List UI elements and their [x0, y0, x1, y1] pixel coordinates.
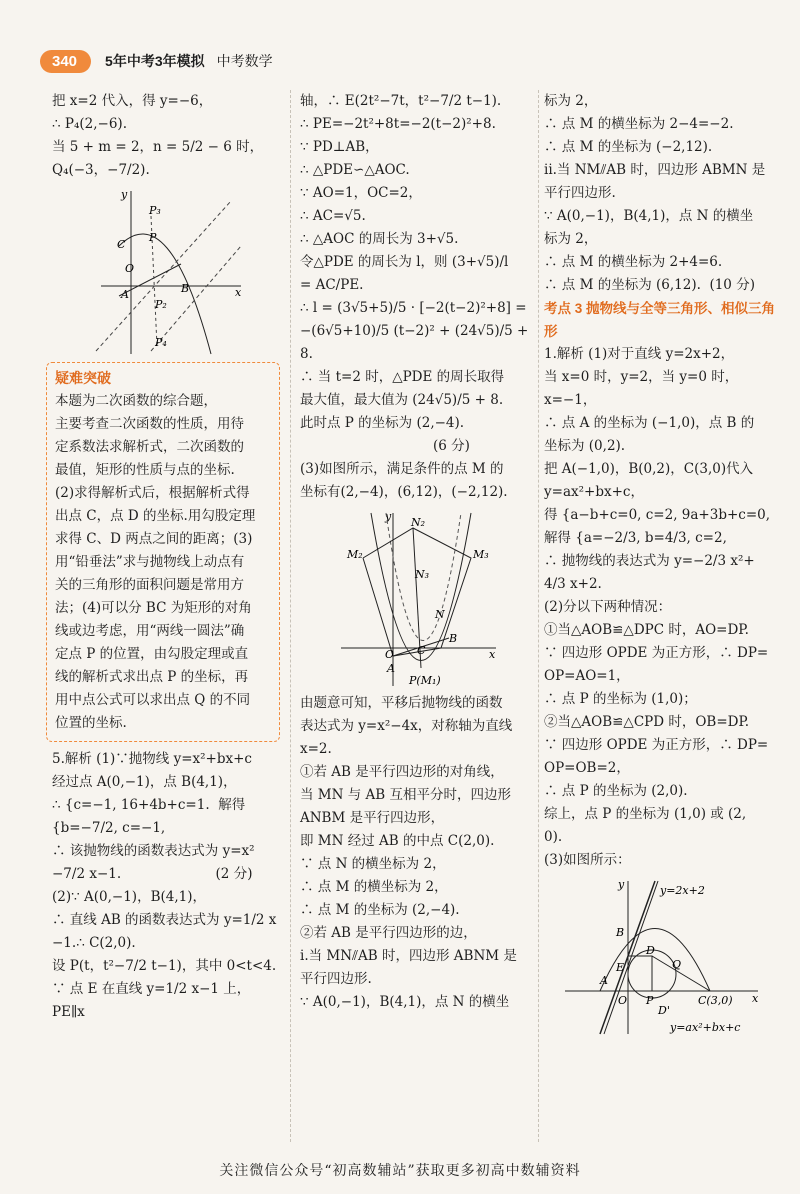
- text-line: ∴ 直线 AB 的函数表达式为 y=1/2 x: [52, 912, 277, 928]
- text-line: 表达式为 y=x²−4x，对称轴为直线: [300, 718, 513, 734]
- text-line: 定系数法求解析式，二次函数的: [55, 439, 244, 455]
- text-line: ∴ 点 P 的坐标为 (1,0)；: [544, 691, 697, 707]
- svg-text:C: C: [117, 238, 126, 251]
- svg-text:N₂: N₂: [411, 516, 426, 529]
- text-line: ∴ l = (3√5+5)/5 · [−2(t−2)²+8] =: [300, 300, 527, 316]
- svg-text:y: y: [385, 510, 392, 523]
- svg-text:N: N: [435, 608, 445, 621]
- text-line: OP=OB=2，: [544, 760, 630, 776]
- svg-text:O: O: [618, 994, 628, 1007]
- text-line: 综上，点 P 的坐标为 (1,0) 或 (2,: [544, 806, 747, 822]
- text-line: (6 分): [300, 438, 470, 454]
- text-line: 平行四边形.: [544, 185, 616, 201]
- text-line: ∴ PE=−2t²+8t=−2(t−2)²+8.: [300, 116, 496, 132]
- text-line: −1.∴ C(2,0).: [52, 935, 136, 951]
- svg-text:x: x: [752, 992, 759, 1005]
- text-line: ∴ 点 M 的坐标为 (−2,12).: [544, 139, 713, 155]
- text-line: ∴ 点 M 的坐标为 (2,−4).: [300, 902, 460, 918]
- text-line: ∴ P₄(2,−6).: [52, 116, 127, 132]
- text-line: ∵ PD⊥AB，: [300, 139, 379, 155]
- text-block: [52, 748, 280, 1024]
- svg-text:C: C: [417, 644, 426, 657]
- text-line: ②若 AB 是平行四边形的边，: [300, 925, 477, 941]
- text-line: −(6√5+10)/5 (t−2)² + (24√5)/5 + 8.: [300, 323, 533, 362]
- tip-text: [55, 390, 271, 735]
- text-line: 标为 2，: [544, 93, 598, 109]
- text-line: ①若 AB 是平行四边形的对角线，: [300, 764, 504, 780]
- text-line: i.当 MN⫽AB 时，四边形 ABNM 是: [300, 948, 517, 964]
- text-line: OP=AO=1，: [544, 668, 630, 684]
- text-line: 本题为二次函数的综合题，: [55, 393, 217, 409]
- svg-text:M₃: M₃: [473, 548, 489, 561]
- text-line: ∴ 点 M 的横坐标为 2，: [300, 879, 448, 895]
- svg-text:P₄: P₄: [155, 336, 167, 349]
- text-line: ∴ 点 P 的坐标为 (2,0).: [544, 783, 688, 799]
- text-line: ①当△AOB≌△DPC 时，AO=DP.: [544, 622, 749, 638]
- text-line: ∴ 抛物线的表达式为 y=−2/3 x²+: [544, 553, 755, 569]
- text-line: 关的三角形的面积问题是常用方: [55, 577, 244, 593]
- text-line: ∴ 点 A 的坐标为 (−1,0)，点 B 的: [544, 415, 755, 431]
- text-line: ∵ 四边形 OPDE 为正方形，∴ DP=: [544, 645, 769, 661]
- text-line: ∴ 点 M 的横坐标为 2+4=6.: [544, 254, 723, 270]
- svg-text:B: B: [616, 926, 625, 939]
- text-block: [544, 90, 776, 297]
- figure-square-opde: [560, 876, 760, 1036]
- text-line: ∵ AO=1，OC=2，: [300, 185, 422, 201]
- footer-note: 关注微信公众号“初高数辅站”获取更多初高中数辅资料: [219, 1163, 581, 1179]
- text-line: 出点 C，点 D 的坐标.用勾股定理: [55, 508, 256, 524]
- svg-text:E: E: [616, 961, 625, 974]
- fig-line-label: y=2x+2: [660, 884, 705, 897]
- text-line: 1.解析 (1)对于直线 y=2x+2，: [544, 346, 735, 362]
- svg-text:Q: Q: [672, 958, 682, 971]
- column-2: [300, 90, 532, 1142]
- svg-text:N₃: N₃: [415, 568, 430, 581]
- column-divider: [538, 90, 539, 1142]
- column-1: [52, 90, 280, 1142]
- text-line: y=ax²+bx+c，: [544, 484, 644, 500]
- text-line: ∴ 点 M 的坐标为 (6,12). (10 分): [544, 277, 755, 293]
- text-line: ∴ {c=−1, 16+4b+c=1. 解得 {b=−7/2, c=−1,: [52, 797, 250, 836]
- text-line: ∵ 四边形 OPDE 为正方形，∴ DP=: [544, 737, 769, 753]
- text-line: 即 MN 经过 AB 的中点 C(2,0).: [300, 833, 495, 849]
- svg-text:B: B: [449, 632, 458, 645]
- svg-text:M₂: M₂: [347, 548, 363, 561]
- tip-title: 疑难突破: [55, 370, 111, 386]
- svg-text:A: A: [121, 288, 129, 301]
- svg-text:x: x: [235, 286, 242, 299]
- text-line: 标为 2，: [544, 231, 598, 247]
- column-divider: [290, 90, 291, 1142]
- text-line: 最值，矩形的性质与点的坐标.: [55, 462, 235, 478]
- text-line: Q₄(−3，−7/2).: [52, 162, 150, 178]
- column-3: [544, 90, 779, 1142]
- text-block: [300, 692, 532, 1014]
- text-line: ②当△AOB≌△CPD 时，OB=DP.: [544, 714, 750, 730]
- text-line: ∴ 该抛物线的函数表达式为 y=x²: [52, 843, 255, 859]
- text-line: 平行四边形.: [300, 971, 372, 987]
- svg-text:B: B: [181, 282, 190, 295]
- svg-text:y: y: [618, 878, 625, 891]
- text-line: 轴，∴ E(2t²−7t，t²−7/2 t−1).: [300, 93, 502, 109]
- svg-text:y: y: [121, 188, 128, 201]
- text-line: 经过点 A(0,−1)，点 B(4,1)，: [52, 774, 237, 790]
- svg-text:D': D': [658, 1004, 670, 1017]
- text-line: ∴ 当 t=2 时，△PDE 的周长取得: [300, 369, 505, 385]
- svg-text:A: A: [600, 974, 608, 987]
- text-line: 设 P(t，t²−7/2 t−1)，其中 0<t<4.: [52, 958, 277, 974]
- figure-parabola-p-points: [91, 186, 241, 356]
- svg-text:x: x: [489, 648, 496, 661]
- text-line: 此时点 P 的坐标为 (2,−4).: [300, 415, 465, 431]
- subject-title: 中考数学: [216, 53, 273, 69]
- svg-text:O: O: [385, 648, 395, 661]
- text-line: x=2.: [300, 741, 332, 757]
- text-block: [300, 90, 532, 504]
- text-line: 令△PDE 的周长为 l，则 (3+√5)/l: [300, 254, 509, 270]
- text-line: (2)∵ A(0,−1)，B(4,1)，: [52, 889, 206, 905]
- svg-text:D: D: [646, 944, 655, 957]
- tip-box: [46, 362, 280, 742]
- text-line: 5.解析 (1)∵抛物线 y=x²+bx+c: [52, 751, 252, 767]
- text-line: ii.当 NM⫽AB 时，四边形 ABMN 是: [544, 162, 766, 178]
- text-line: 求得 C、D 两点之间的距离；(3): [55, 531, 253, 547]
- text-line: ∵ A(0,−1)，B(4,1)，点 N 的横坐: [544, 208, 754, 224]
- text-line: 得 {a−b+c=0, c=2, 9a+3b+c=0, 解得 {a=−2/3, b=4/3, c=2,: [544, 507, 779, 546]
- text-line: 位置的坐标.: [55, 715, 127, 731]
- svg-text:P₃: P₃: [149, 204, 161, 217]
- text-line: (2)分以下两种情况：: [544, 599, 672, 615]
- kaodian-heading: 考点 3 抛物线与全等三角形、相似三角形: [544, 301, 776, 339]
- fig-curve-label: y=ax²+bx+c: [670, 1021, 741, 1034]
- page-number: 340: [40, 50, 91, 73]
- text-line: 当 MN 与 AB 互相平分时，四边形: [300, 787, 511, 803]
- text-line: ∴ △AOC 的周长为 3+√5.: [300, 231, 459, 247]
- text-line: (2)求得解析式后，根据解析式得: [55, 485, 250, 501]
- text-line: 把 A(−1,0)，B(0,2)，C(3,0)代入: [544, 461, 754, 477]
- text-line: 线的解析式求出点 P 的坐标，再: [55, 669, 249, 685]
- text-line: 坐标有(2,−4)，(6,12)，(−2,12).: [300, 484, 508, 500]
- text-line: 用中点公式可以求出点 Q 的不同: [55, 692, 251, 708]
- text-line: ∴ AC=√5.: [300, 208, 366, 224]
- svg-text:P: P: [646, 994, 654, 1007]
- text-line: 用“铅垂法”求与抛物线上动点有: [55, 554, 245, 570]
- page-header: [40, 48, 273, 74]
- text-line: ∴ 点 M 的横坐标为 2−4=−2.: [544, 116, 734, 132]
- text-line: 坐标为 (0,2).: [544, 438, 626, 454]
- text-line: (3)如图所示，满足条件的点 M 的: [300, 461, 504, 477]
- text-block: [52, 90, 280, 182]
- fig-c-label: C(3,0): [698, 994, 733, 1007]
- text-line: 把 x=2 代入，得 y=−6，: [52, 93, 213, 109]
- svg-text:P: P: [149, 231, 157, 244]
- text-line: 当 x=0 时，y=2，当 y=0 时，x=−1，: [544, 369, 739, 408]
- text-line: 当 5 + m = 2，n = 5/2 − 6 时，: [52, 139, 264, 155]
- text-line: = AC/PE.: [300, 277, 364, 293]
- text-line: ∵ A(0,−1)，B(4,1)，点 N 的横坐: [300, 994, 510, 1010]
- text-line: 由题意可知，平移后抛物线的函数: [300, 695, 503, 711]
- book-title: 5年中考3年模拟: [105, 53, 205, 69]
- svg-text:O: O: [125, 262, 135, 275]
- text-block: [544, 343, 779, 872]
- text-line: 定点 P 的位置，由勾股定理或直: [55, 646, 249, 662]
- text-line: (3)如图所示：: [544, 852, 631, 868]
- text-line: 线或边考虑，用“两线一圆法”确: [55, 623, 245, 639]
- text-line: ∵ 点 N 的横坐标为 2，: [300, 856, 446, 872]
- text-line: 0).: [544, 829, 563, 845]
- text-line: 法；(4)可以分 BC 为矩形的对角: [55, 600, 252, 616]
- text-line: 主要考查二次函数的性质，用待: [55, 416, 244, 432]
- figure-parallelogram-mn: [331, 508, 501, 688]
- svg-text:P(M₁): P(M₁): [409, 674, 441, 687]
- text-line: ∴ △PDE∽△AOC.: [300, 162, 410, 178]
- text-line: −7/2 x−1. (2 分): [52, 866, 253, 882]
- text-line: 4/3 x+2.: [544, 576, 602, 592]
- svg-text:A: A: [387, 662, 395, 675]
- text-line: 最大值，最大值为 (24√5)/5 + 8.: [300, 392, 504, 408]
- text-line: ANBM 是平行四边形，: [300, 810, 445, 826]
- svg-text:P₂: P₂: [155, 298, 167, 311]
- text-line: ∵ 点 E 在直线 y=1/2 x−1 上，PE∥x: [52, 981, 251, 1020]
